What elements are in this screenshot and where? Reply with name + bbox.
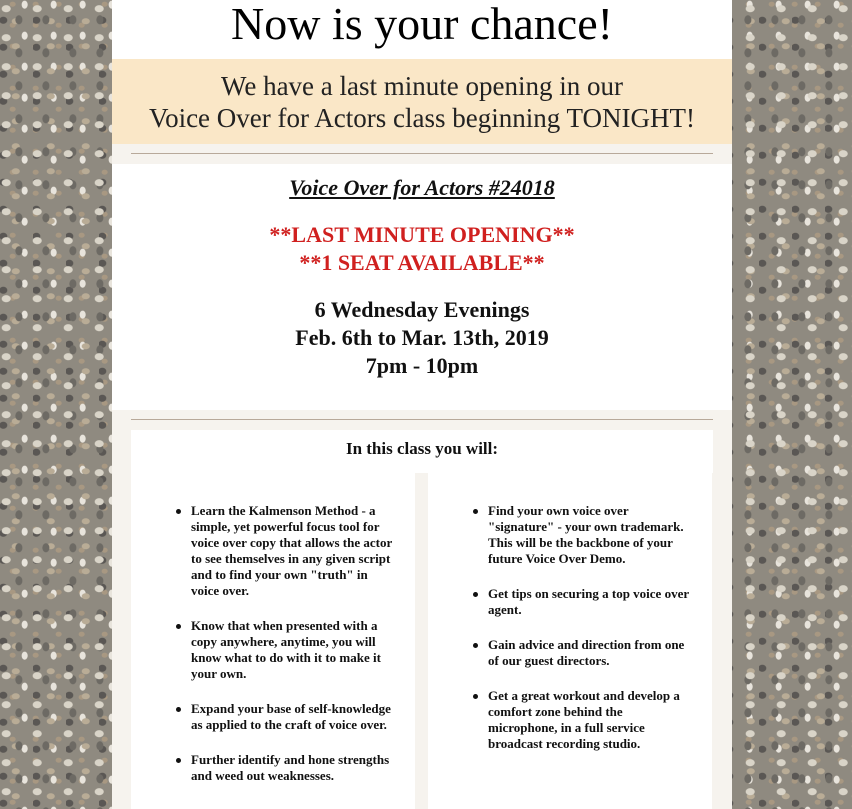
list-item: Learn the Kalmenson Method - a simple, yet powerful focus tool for voice over copy that allows the actor to see themselves in any given script and to find your own "truth" in voice over. <box>191 503 392 598</box>
benefits-right-column <box>428 473 712 809</box>
opening-line-2: Voice Over for Actors class beginning TONIGHT! <box>149 103 695 133</box>
opening-banner <box>112 59 732 144</box>
schedule-line-3: 7pm - 10pm <box>365 353 479 378</box>
list-item: Get a great workout and develop a comfort zone behind the microphone, in a full service broadcast recording studio. <box>488 688 690 752</box>
list-item: Gain advice and direction from one of our guest directors. <box>488 637 690 669</box>
bullet-list <box>191 503 395 784</box>
list-item: Get tips on securing a top voice over agent. <box>488 586 689 617</box>
benefits-intro <box>131 430 713 473</box>
class-details <box>112 164 732 410</box>
schedule-line-1: 6 Wednesday Evenings <box>314 297 530 322</box>
bullet-list <box>488 503 692 752</box>
hero-section <box>112 0 732 59</box>
list-item: Find your own voice over "signature" - your own trademark. This will be the backbone of your future Voice Over Demo. <box>488 503 690 567</box>
list-item: Expand your base of self-knowledge as applied to the craft of voice over. <box>191 701 393 733</box>
schedule-line-2: Feb. 6th to Mar. 13th, 2019 <box>295 325 549 350</box>
opening-line-1: We have a last minute opening in our <box>221 71 623 101</box>
benefits-heading: In this class you will: <box>345 439 499 458</box>
benefits-left-column <box>131 473 415 809</box>
benefits-columns <box>112 473 732 809</box>
alert-line-2: **1 SEAT AVAILABLE** <box>299 250 545 275</box>
email-content <box>112 0 732 809</box>
divider <box>112 410 732 430</box>
class-title: Voice Over for Actors #24018 <box>289 175 555 200</box>
list-item: Further identify and hone strengths and weed out weaknesses. <box>191 752 393 784</box>
availability-alert <box>112 221 732 277</box>
headline: Now is your chance! <box>231 0 613 49</box>
divider <box>112 144 732 164</box>
alert-line-1: **LAST MINUTE OPENING** <box>269 222 575 247</box>
schedule <box>112 296 732 380</box>
list-item: Know that when presented with a copy anywhere, anytime, you will know what to do with it to make it your own. <box>191 618 393 682</box>
